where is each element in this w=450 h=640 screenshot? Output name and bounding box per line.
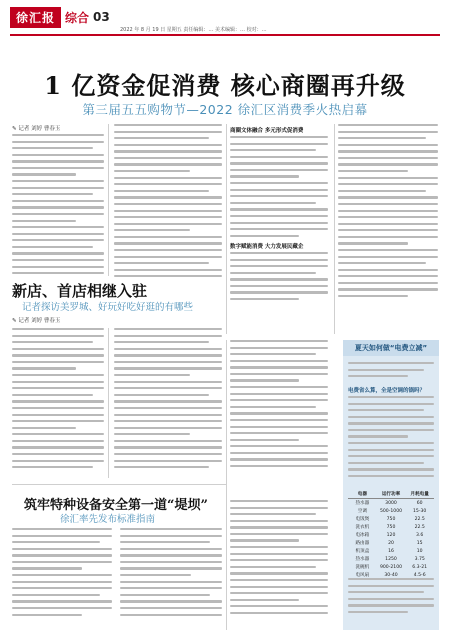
second-subhead: 记者探访美罗城、好玩好吃好逛的有哪些: [22, 302, 194, 313]
table-cell: 洗衣机: [355, 525, 370, 530]
table-header: [348, 490, 434, 499]
table-cell: 22.5: [414, 516, 425, 522]
second-column-1: [12, 328, 104, 473]
table-cell: 1250: [385, 556, 397, 562]
table-cell: 路由器: [355, 541, 370, 546]
sidebar-question: 电费省么算，全是空调的锅吗？: [348, 388, 426, 394]
third-column-1: [12, 528, 112, 620]
second-column-3: [230, 340, 328, 472]
third-column-2: [120, 528, 222, 620]
second-byline-text: 记者 刘婷 曹春玉: [18, 318, 61, 324]
sidebar-title: 夏天如何做“电费立减”: [343, 340, 439, 356]
table-cell: 750: [386, 524, 396, 530]
table-cell: 电风扇: [355, 573, 370, 578]
lead-column-3b: [230, 252, 328, 305]
table-row: [348, 515, 434, 523]
sidebar-lead-text: [348, 362, 434, 382]
second-headline: 新店、首店相继入驻: [12, 282, 148, 300]
table-cell: 洗碗机: [355, 565, 370, 570]
table-row: [348, 523, 434, 531]
section-title-1: 商圈文体融合 多元形式促消费: [230, 128, 304, 134]
table-body: [348, 499, 434, 579]
table-cell: 3.75: [414, 556, 425, 562]
lead-byline-text: 记者 刘婷 曹春玉: [18, 126, 61, 132]
table-row: [348, 531, 434, 539]
table-cell: 热水器: [355, 501, 370, 506]
issue-line: 2022 年 8 月 19 日 星期五 责任编辑：… 美术编辑：… 校对：…: [120, 27, 267, 33]
table-cell: 电冰箱: [355, 533, 370, 538]
table-cell: 15-30: [413, 508, 427, 514]
table-cell: 3000: [385, 500, 397, 506]
sidebar-body: [348, 396, 434, 482]
lead-column-2: [114, 124, 222, 282]
table-cell: 6.3-21: [412, 564, 428, 570]
table-cell: 30-40: [384, 572, 398, 578]
tips-sidebar: [343, 340, 439, 630]
masthead-brand: [10, 7, 110, 27]
appliance-power-table: [348, 490, 434, 579]
lead-column-3c: [230, 500, 328, 618]
table-cell: 15: [416, 540, 423, 546]
table-cell: 10: [416, 548, 423, 554]
table-cell: 120: [386, 532, 396, 538]
table-cell: 3.6: [416, 532, 424, 538]
table-cell: 热水器: [355, 557, 370, 562]
table-row: [348, 539, 434, 547]
table-cell: 16: [388, 548, 394, 554]
masthead: [10, 4, 440, 36]
lead-subhead: 第三届五五购物节—2022 徐汇区消费季火热启幕: [82, 102, 368, 117]
table-cell: 900-2100: [379, 564, 403, 570]
table-cell: 60: [416, 500, 423, 506]
page-number: 03: [93, 10, 110, 24]
pen-icon: ✎: [12, 126, 19, 132]
table-row: [348, 563, 434, 571]
lead-byline: [12, 124, 60, 132]
table-header-cell: 月耗电量: [410, 492, 429, 497]
table-cell: 空调: [357, 509, 367, 514]
table-cell: 20: [388, 540, 394, 546]
lead-column-3: [230, 136, 328, 241]
table-row: [348, 507, 434, 515]
table-cell: 4.5-6: [413, 572, 426, 578]
table-cell: 22.5: [414, 524, 425, 530]
third-headline: 筑牢特种设备安全第一道“堤坝”: [24, 498, 208, 513]
table-cell: 500-1000: [379, 508, 403, 514]
table-row: [348, 547, 434, 555]
table-cell: 机顶盒: [355, 549, 370, 554]
second-column-2: [114, 328, 222, 473]
table-row: [348, 499, 434, 507]
lead-column-1: [12, 134, 104, 279]
second-byline: [12, 316, 60, 324]
lead-headline: 1 亿资金促消费 核心商圈再升级: [44, 71, 406, 100]
section-name: 综合: [65, 10, 90, 25]
table-row: [348, 555, 434, 563]
table-header-cell: 电器: [357, 492, 367, 497]
paper-name: 徐汇报: [10, 7, 61, 28]
pen-icon-2: ✎: [12, 318, 19, 324]
third-subhead: 徐汇率先发布标准指南: [60, 514, 156, 525]
table-cell: 电饭煲: [355, 517, 370, 522]
section-title-2: 数字赋能消费 大力发展民藏企: [230, 244, 304, 250]
table-header-cell: 运行功率: [381, 492, 401, 497]
table-cell: 750: [386, 516, 396, 522]
lead-column-4: [338, 124, 438, 302]
sidebar-footer-text: [348, 578, 434, 617]
